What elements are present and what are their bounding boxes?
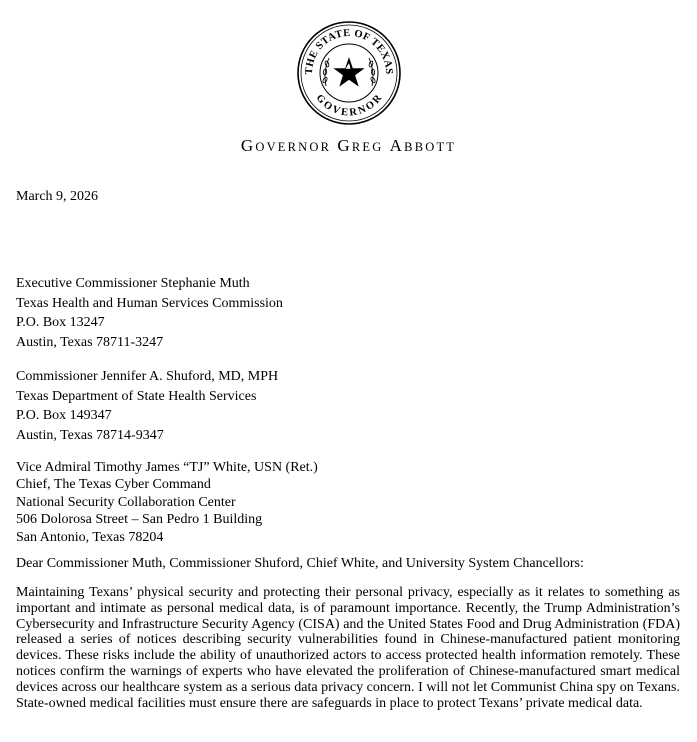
recipient-address-block (16, 459, 318, 546)
address-line: Executive Commissioner Stephanie Muth (16, 276, 250, 291)
address-line: P.O. Box 13247 (16, 315, 105, 331)
address-line: Texas Health and Human Services Commission (16, 295, 283, 311)
seal-emblem-icon (296, 20, 402, 126)
star-icon (333, 57, 364, 87)
body-paragraph: Maintaining Texans’ physical security and protecting their personal privacy, especially as it relates to something as important and intimate as personal medical data, is of paramount importance. Recently, the Trump Administration’s Cybersecurity and Infrastructure Security Agency (CISA) and the United States Food and Drug Administration (FDA) released a series of notices describing security vulnerabilities found in Chinese-manufactured patient monitoring devices. These risks include the ability of unauthorized actors to access protected health information remotely. These notices confirm the warnings of experts who have elevated the proliferation of Chinese-manufactured smart medical devices across our healthcare system as a serious data privacy concern. I will not let Communist China spy on Texans. State-owned medical facilities must ensure there are safeguards in place to protect Texans’ private medical data. (16, 585, 680, 711)
address-line: Texas Department of State Health Services (16, 388, 257, 404)
address-line: P.O. Box 149347 (16, 408, 112, 424)
svg-text:GOVERNOR (314, 93, 385, 119)
address-line: Austin, Texas 78714-9347 (16, 427, 164, 443)
address-line: 506 Dolorosa Street – San Pedro 1 Building (16, 512, 263, 528)
address-line: Chief, The Texas Cyber Command (16, 477, 211, 493)
letter-date: March 9, 2026 (16, 189, 99, 204)
governor-seal (296, 20, 402, 126)
governor-title (0, 136, 697, 156)
seal-top-text: THE STATE OF TEXAS (303, 27, 395, 75)
recipient-address-block (16, 367, 278, 445)
address-line: National Security Collaboration Center (16, 494, 236, 510)
governor-title-text: GOVERNOR GREG ABBOTT (240, 136, 457, 155)
address-line: Commissioner Jennifer A. Shuford, MD, MPH (16, 369, 279, 384)
address-line: Austin, Texas 78711-3247 (16, 334, 164, 350)
seal-bottom-text: GOVERNOR (313, 92, 385, 119)
address-line: Vice Admiral Timothy James “TJ” White, USN (Ret.) (16, 460, 318, 475)
salutation: Dear Commissioner Muth, Commissioner Shuford, Chief White, and University System Chancellors: (16, 556, 584, 571)
recipient-address-block (16, 274, 283, 352)
address-line: San Antonio, Texas 78204 (16, 529, 164, 545)
